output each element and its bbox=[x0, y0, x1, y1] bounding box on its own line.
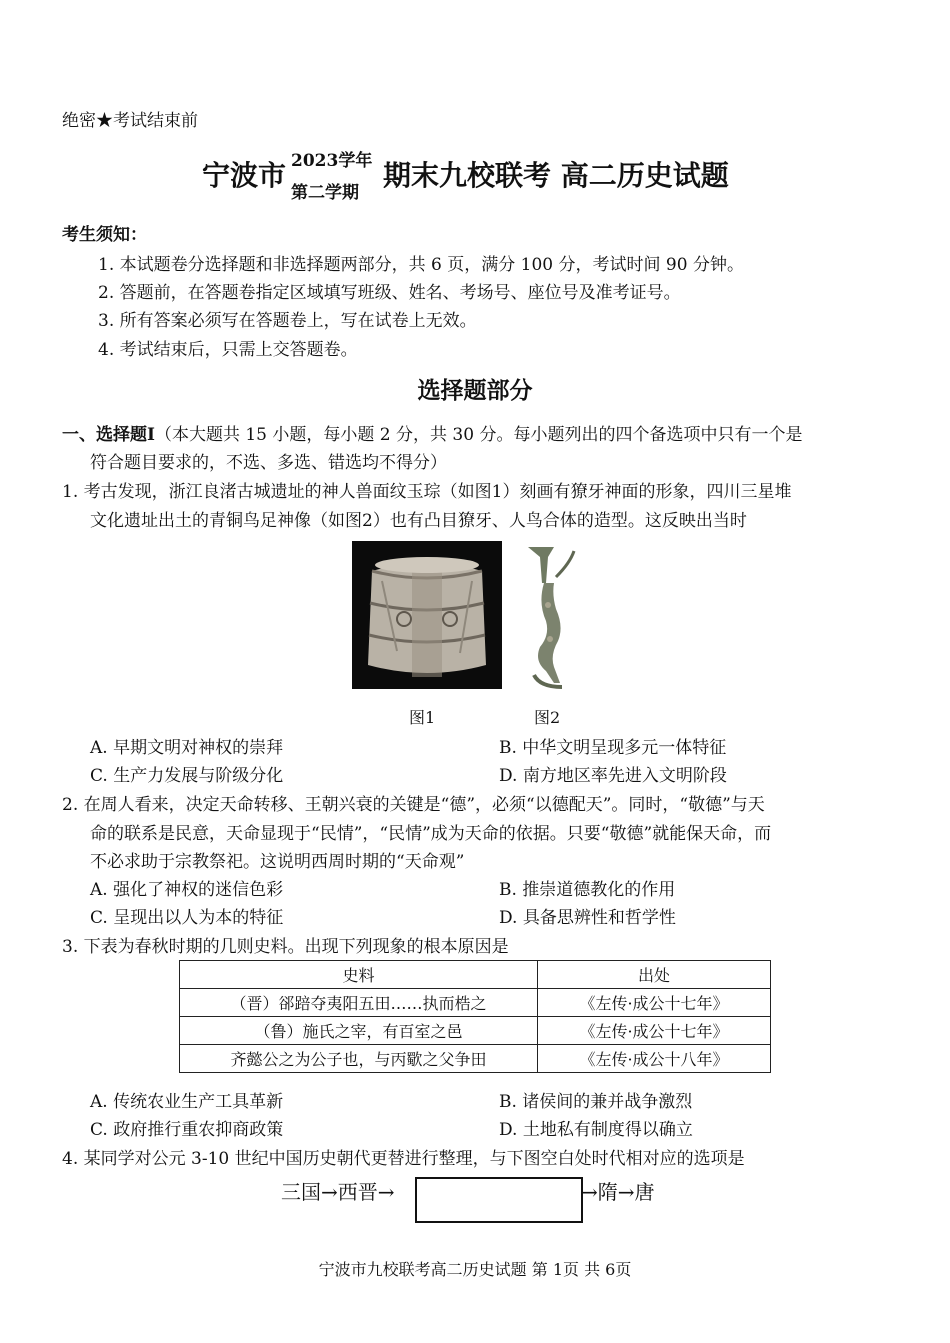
q1-option-a: A. 早期文明对神权的崇拜 bbox=[90, 738, 284, 758]
q2-option-c: C. 呈现出以人为本的特征 bbox=[90, 908, 284, 928]
table-header: 出处 bbox=[538, 961, 771, 989]
page-footer: 宁波市九校联考高二历史试题 第 1页 共 6页 bbox=[318, 1260, 632, 1279]
notice-item: 1. 本试题卷分选择题和非选择题两部分，共 6 页，满分 100 分，考试时间 90 分钟。 bbox=[98, 255, 744, 275]
q1-option-c: C. 生产力发展与阶级分化 bbox=[90, 766, 284, 786]
exam-title bbox=[0, 140, 950, 206]
q2-option-d: D. 具备思辨性和哲学性 bbox=[499, 908, 676, 928]
table-row bbox=[180, 989, 771, 1017]
figure2-caption: 图2 bbox=[534, 708, 561, 727]
title-term: 第二学期 bbox=[291, 183, 359, 203]
q1-stem-cont: 文化遗址出土的青铜鸟足神像（如图2）也有凸目獠牙、人鸟合体的造型。这反映出当时 bbox=[90, 511, 747, 531]
jade-cong-illustration bbox=[352, 541, 502, 689]
dynasty-blank-box bbox=[415, 1177, 583, 1223]
historical-sources-table bbox=[179, 960, 771, 1073]
notice-item: 2. 答题前，在答题卷指定区域填写班级、姓名、考场号、座位号及准考证号。 bbox=[98, 283, 681, 303]
title-city: 宁波市 bbox=[202, 159, 287, 192]
part-label: 一、选择题Ⅰ bbox=[62, 425, 155, 445]
table-header: 史料 bbox=[180, 961, 538, 989]
bronze-bird-foot-figure-image bbox=[520, 543, 580, 691]
dynasty-flow-left: 三国→西晋→ bbox=[281, 1180, 395, 1204]
q2-stem: 2. 在周人看来，决定天命转移、王朝兴衰的关键是“德”，必须“以德配天”。同时，“敬德”与天 bbox=[62, 795, 765, 815]
q2-stem-cont: 不必求助于宗教祭祀。这说明西周时期的“天命观” bbox=[90, 852, 465, 872]
q2-stem-cont: 命的联系是民意，天命显现于“民情”，“民情”成为天命的依据。只要“敬德”就能保天命，而 bbox=[90, 824, 772, 844]
q1-option-d: D. 南方地区率先进入文明阶段 bbox=[499, 766, 727, 786]
q3-stem: 3. 下表为春秋时期的几则史料。出现下列现象的根本原因是 bbox=[62, 937, 509, 957]
q2-option-b: B. 推崇道德教化的作用 bbox=[499, 880, 676, 900]
notice-item: 4. 考试结束后，只需上交答题卷。 bbox=[98, 340, 358, 360]
title-exam-name: 期末九校联考 高二历史试题 bbox=[383, 159, 729, 192]
jade-cong-image bbox=[352, 541, 502, 689]
table-header-row bbox=[180, 961, 771, 989]
q3-option-d: D. 土地私有制度得以确立 bbox=[499, 1120, 693, 1140]
table-cell: 《左传·成公十七年》 bbox=[538, 989, 771, 1017]
table-cell: 齐懿公之为公子也，与丙歜之父争田 bbox=[180, 1045, 538, 1073]
table-cell: （鲁）施氏之宰，有百室之邑 bbox=[180, 1017, 538, 1045]
q3-option-c: C. 政府推行重农抑商政策 bbox=[90, 1120, 284, 1140]
table-cell: （晋）郤踣夺夷阳五田……执而梏之 bbox=[180, 989, 538, 1017]
section-title: 选择题部分 bbox=[417, 377, 533, 404]
q1-stem: 1. 考古发现，浙江良渚古城遗址的神人兽面纹玉琮（如图1）刻画有獠牙神面的形象，四川三星堆 bbox=[62, 482, 792, 502]
title-year: 2023学年 bbox=[291, 151, 373, 171]
q3-option-a: A. 传统农业生产工具革新 bbox=[90, 1092, 284, 1112]
q2-option-a: A. 强化了神权的迷信色彩 bbox=[90, 880, 284, 900]
part-instructions bbox=[62, 420, 802, 445]
part-desc: （本大题共 15 小题，每小题 2 分，共 30 分。每小题列出的四个备选项中只有一个是 bbox=[154, 425, 803, 445]
q1-option-b: B. 中华文明呈现多元一体特征 bbox=[499, 738, 727, 758]
table-row bbox=[180, 1017, 771, 1045]
part-desc-cont: 符合题目要求的，不选、多选、错选均不得分） bbox=[90, 453, 447, 473]
notice-item: 3. 所有答案必须写在答题卷上，写在试卷上无效。 bbox=[98, 311, 477, 331]
notice-heading: 考生须知： bbox=[62, 225, 147, 245]
bronze-figure-illustration bbox=[520, 543, 580, 691]
confidential-mark: 绝密★考试结束前 bbox=[62, 111, 198, 131]
dynasty-flow-right: →隋→唐 bbox=[581, 1180, 655, 1204]
table-cell: 《左传·成公十七年》 bbox=[538, 1017, 771, 1045]
q4-stem: 4. 某同学对公元 3-10 世纪中国历史朝代更替进行整理，与下图空白处时代相对应的选项是 bbox=[62, 1149, 745, 1169]
table-cell: 《左传·成公十八年》 bbox=[538, 1045, 771, 1073]
q3-option-b: B. 诸侯间的兼并战争激烈 bbox=[499, 1092, 693, 1112]
table-row bbox=[180, 1045, 771, 1073]
figure1-caption: 图1 bbox=[409, 708, 436, 727]
